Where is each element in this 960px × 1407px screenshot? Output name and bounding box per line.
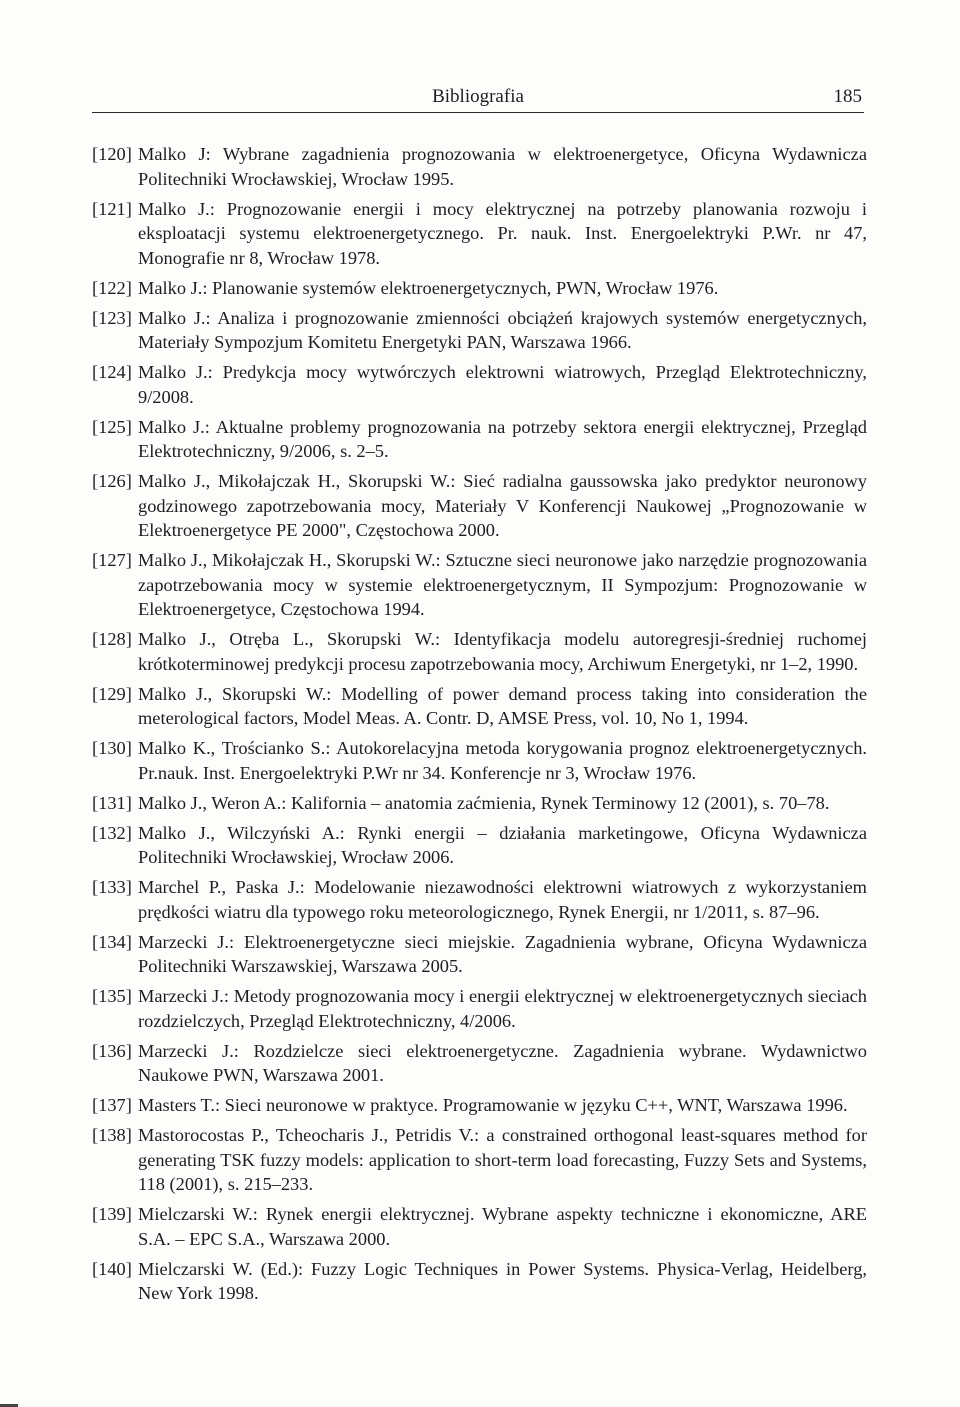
page-number: 185 (833, 86, 862, 107)
entry-number: [123] (92, 307, 132, 328)
entry-number: [129] (92, 683, 132, 704)
bibliography-entry (92, 875, 867, 924)
entry-citation: Mastorocostas P., Tcheocharis J., Petridis V.: a constrained orthogonal least-squares method for generating TSK fuzzy models: application to short-term load forecasting, Fuzzy Sets and Systems, 118 (2001), s. 215–233. (138, 1125, 867, 1194)
page-header (92, 86, 864, 113)
entry-number: [140] (92, 1258, 132, 1279)
entry-citation: Masters T.: Sieci neuronowe w praktyce. Programowanie w języku C++, WNT, Warszawa 1996. (138, 1095, 848, 1115)
entry-number: [133] (92, 877, 132, 897)
entry-citation: Mielczarski W.: Rynek energii elektrycznej. Wybrane aspekty techniczne i ekonomiczne, ARE S.A. – EPC S.A., Warszawa 2000. (138, 1204, 867, 1249)
entry-number: [124] (92, 362, 132, 382)
entry-citation: Marzecki J.: Elektroenergetyczne sieci miejskie. Zagadnienia wybrane, Oficyna Wydawnicza Politechniki Warszawskiej, Warszawa 2005. (138, 931, 867, 976)
bibliography-entry (92, 930, 867, 979)
bibliography-entry (92, 1093, 867, 1118)
entry-citation: Marzecki J.: Rozdzielcze sieci elektroenergetyczne. Zagadnienia wybrane. Wydawnictwo Naukowe PWN, Warszawa 2001. (138, 1040, 867, 1085)
entry-number: [120] (92, 144, 132, 164)
bibliography-entry (92, 984, 867, 1033)
entry-number: [125] (92, 416, 132, 437)
entry-number: [122] (92, 277, 132, 298)
bibliography-list (92, 142, 867, 1311)
entry-number: [138] (92, 1125, 132, 1145)
bibliography-entry (92, 360, 867, 409)
entry-number: [136] (92, 1040, 132, 1061)
bibliography-entry (92, 1123, 867, 1197)
bibliography-entry (92, 469, 867, 543)
bibliography-entry (92, 791, 867, 816)
entry-citation: Malko J.: Planowanie systemów elektroenergetycznych, PWN, Wrocław 1976. (138, 277, 719, 298)
entry-number: [121] (92, 198, 132, 219)
bibliography-entry (92, 1039, 867, 1088)
entry-citation: Malko J.: Prognozowanie energii i mocy elektrycznej na potrzeby planowania rozwoju i eksploatacji systemu elektroenergetycznego. Pr. nauk. Inst. Energoelektryki P.Wr. nr 47, Monografie nr 8, Wrocław 1978. (138, 198, 867, 268)
entry-citation: Malko J., Weron A.: Kalifornia – anatomia zaćmienia, Rynek Terminowy 12 (2001), s. 70–78. (138, 792, 830, 813)
entry-number: [132] (92, 822, 132, 843)
entry-citation: Mielczarski W. (Ed.): Fuzzy Logic Techniques in Power Systems. Physica-Verlag, Heidelberg, New York 1998. (138, 1258, 867, 1303)
entry-citation: Malko J.: Aktualne problemy prognozowania na potrzeby sektora energii elektrycznej, Przegląd Elektrotechniczny, 9/2006, s. 2–5. (138, 416, 867, 461)
bibliography-entry (92, 276, 867, 301)
entry-citation: Marzecki J.: Metody prognozowania mocy i energii elektrycznej w elektroenergetycznych sieciach rozdzielczych, Przegląd Elektrotechniczny, 4/2006. (138, 986, 867, 1031)
entry-citation: Malko J., Mikołajczak H., Skorupski W.: Sieć radialna gaussowska jako predyktor neuronowy godzinowego zapotrzebowania mocy, Materiały V Konferencji Naukowej „Prognozowanie w Elektroenergetyce PE 2000", Częstochowa 2000. (138, 471, 867, 540)
entry-number: [130] (92, 738, 132, 758)
running-header-title: Bibliografia (432, 86, 524, 107)
bibliography-entry (92, 682, 867, 731)
entry-number: [137] (92, 1095, 132, 1115)
entry-number: [127] (92, 550, 132, 570)
entry-number: [126] (92, 471, 132, 491)
entry-number: [135] (92, 986, 132, 1006)
entry-citation: Malko J.: Analiza i prognozowanie zmienności obciążeń krajowych systemów energetycznych, Materiały Sympozjum Komitetu Energetyki PAN, Warszawa 1966. (138, 307, 867, 352)
bibliography-entry (92, 197, 867, 271)
bibliography-entry (92, 1257, 867, 1306)
entry-citation: Marchel P., Paska J.: Modelowanie niezawodności elektrowni wiatrowych z wykorzystaniem prędkości wiatru dla typowego roku meteorologicznego, Rynek Energii, nr 1/2011, s. 87–96. (138, 877, 867, 922)
entry-citation: Malko J., Skorupski W.: Modelling of power demand process taking into consideration the meterological factors, Model Meas. A. Contr. D, AMSE Press, vol. 10, No 1, 1994. (138, 683, 867, 728)
entry-citation: Malko J., Mikołajczak H., Skorupski W.: Sztuczne sieci neuronowe jako narzędzie prognozowania zapotrzebowania mocy w systemie elektroenergetycznym, II Sympozjum: Prognozowanie w Elektroenergetyce, Częstochowa 1994. (138, 550, 867, 619)
bibliography-entry (92, 142, 867, 191)
entry-number: [139] (92, 1204, 132, 1224)
bibliography-entry (92, 736, 867, 785)
entry-citation: Malko J: Wybrane zagadnienia prognozowania w elektroenergetyce, Oficyna Wydawnicza Politechniki Wrocławskiej, Wrocław 1995. (138, 144, 867, 189)
entry-citation: Malko J.: Predykcja mocy wytwórczych elektrowni wiatrowych, Przegląd Elektrotechniczny, 9/2008. (138, 362, 867, 407)
bibliography-entry (92, 627, 867, 676)
bibliography-entry (92, 548, 867, 622)
entry-citation: Malko J., Wilczyński A.: Rynki energii – działania marketingowe, Oficyna Wydawnicza Politechniki Wrocławskiej, Wrocław 2006. (138, 822, 867, 867)
entry-number: [131] (92, 792, 132, 813)
entry-citation: Malko J., Otręba L., Skorupski W.: Identyfikacja modelu autoregresji-średniej ruchomej krótkoterminowej predykcji procesu zapotrzebowania mocy, Archiwum Energetyki, nr 1–2, 1990. (138, 629, 867, 674)
entry-citation: Malko K., Trościanko S.: Autokorelacyjna metoda korygowania prognoz elektroenergetycznych. Pr.nauk. Inst. Energoelektryki P.Wr nr 34. Konferencje nr 3, Wrocław 1976. (138, 738, 867, 783)
entry-number: [128] (92, 629, 132, 649)
bibliography-entry (92, 415, 867, 464)
entry-number: [134] (92, 931, 132, 952)
bibliography-entry (92, 1202, 867, 1251)
bibliography-entry (92, 821, 867, 870)
bibliography-entry (92, 306, 867, 355)
